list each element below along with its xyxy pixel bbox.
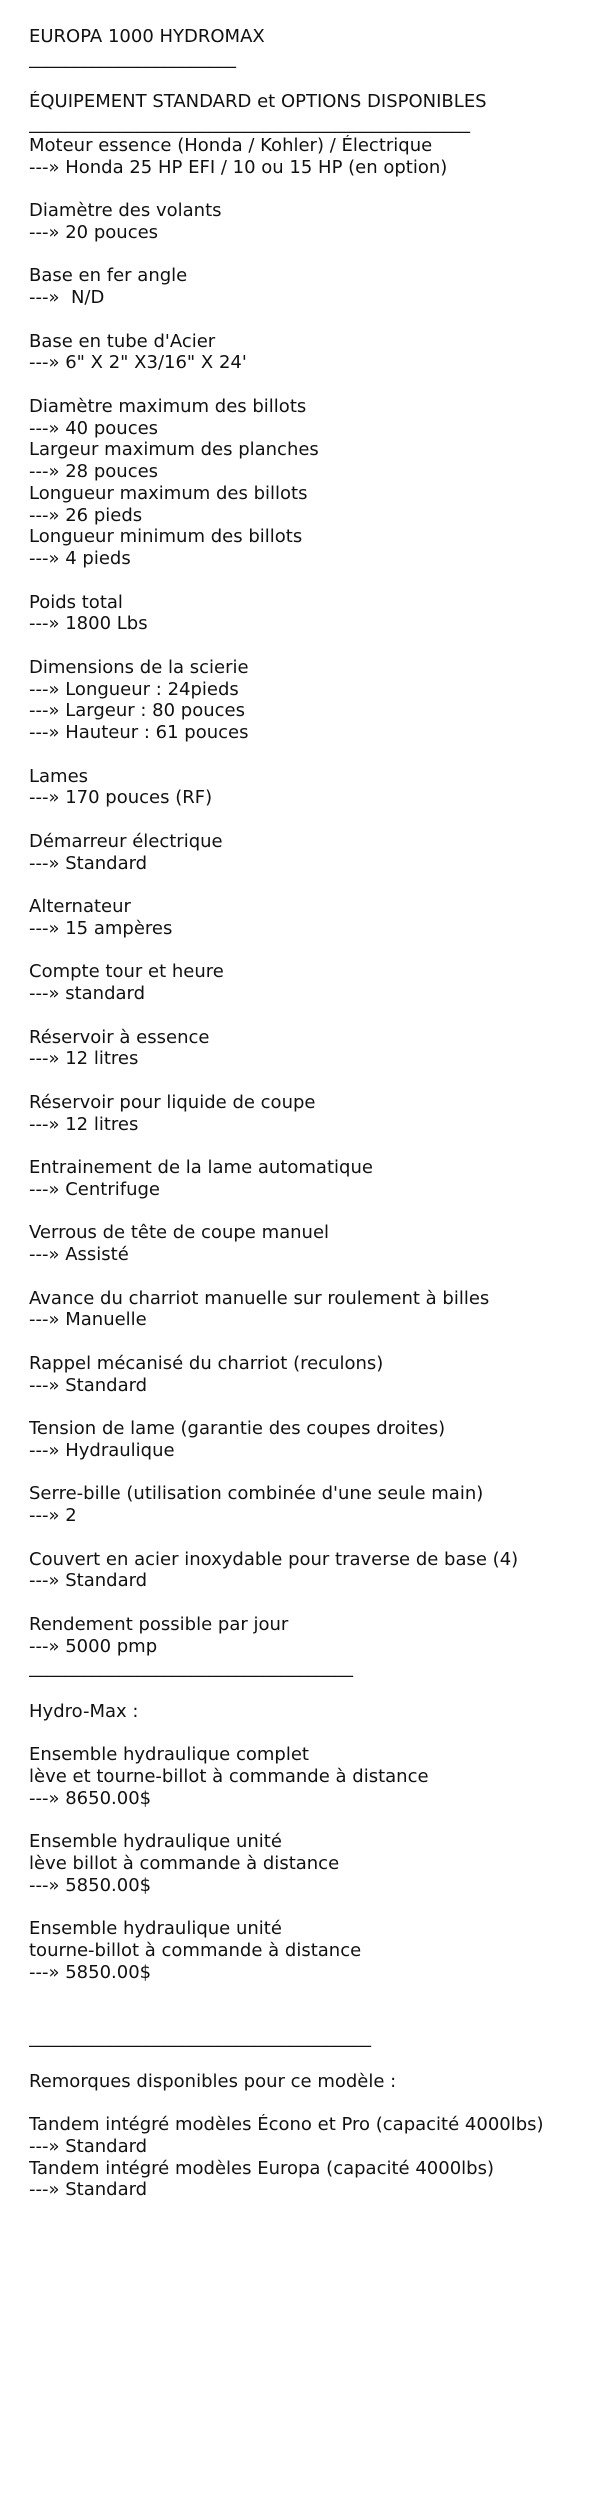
text-line: ---» 5850.00$: [29, 1961, 152, 1983]
text-line: Ensemble hydraulique unité: [29, 1918, 282, 1940]
text-line: [29, 809, 589, 831]
text-line: [29, 1201, 589, 1223]
text-line: [29, 1462, 589, 1484]
text-line: lève billot à commande à distance: [29, 1853, 340, 1874]
text-line: ---» 170 pouces (RF): [29, 787, 213, 809]
text-line: Serre-bille (utilisation combinée d'une seule main): [29, 1483, 484, 1505]
text-line: Poids total: [29, 591, 123, 613]
spec-document: [29, 26, 589, 2201]
text-line: Largeur maximum des planches: [29, 439, 319, 461]
text-line: Réservoir pour liquide de coupe: [29, 1091, 316, 1113]
text-line: ---» Assisté: [29, 1244, 129, 1265]
text-line: ---» Centrifuge: [29, 1178, 160, 1200]
text-line: Tension de lame (garantie des coupes droites): [29, 1418, 446, 1439]
text-line: ---» Hydraulique: [29, 1439, 175, 1461]
text-line: Avance du charriot manuelle sur roulement à billes: [29, 1287, 490, 1309]
text-line: EUROPA 1000 HYDROMAX: [29, 26, 265, 47]
text-line: [29, 2049, 589, 2071]
text-line: ---» 2: [29, 1505, 77, 1526]
text-line: ---» Longueur : 24pieds: [29, 678, 239, 700]
text-line: tourne-billot à commande à distance: [29, 1940, 362, 1961]
text-line: [29, 1984, 589, 2006]
text-line: ---» 4 pieds: [29, 548, 131, 569]
text-line: ---» 6" X 2" X3/16" X 24': [29, 352, 247, 374]
text-line: [29, 244, 589, 266]
text-line: ---» 20 pouces: [29, 221, 159, 243]
text-line: Diamètre maximum des billots: [29, 395, 307, 417]
text-line: Dimensions de la scierie: [29, 656, 249, 678]
text-line: _________________________________________________: [29, 113, 470, 134]
text-line: [29, 744, 589, 766]
text-line: [29, 1266, 589, 1288]
text-line: Couvert en acier inoxydable pour traverse de base (4): [29, 1548, 519, 1570]
text-line: [29, 1005, 589, 1027]
text-line: ____________________________________: [29, 1657, 353, 1679]
text-line: ---» 5850.00$: [29, 1874, 152, 1896]
text-line: ---» Standard: [29, 852, 148, 874]
text-line: [29, 309, 589, 331]
text-line: ---» 5000 pmp: [29, 1635, 158, 1657]
text-line: ---» 12 litres: [29, 1048, 139, 1070]
text-line: ______________________________________: [29, 2027, 371, 2048]
text-line: Démarreur électrique: [29, 830, 223, 852]
text-line: lève et tourne-billot à commande à distance: [29, 1766, 429, 1787]
text-line: Lames: [29, 765, 89, 787]
text-line: [29, 1070, 589, 1092]
text-line: [29, 1135, 589, 1157]
text-line: Ensemble hydraulique unité: [29, 1831, 282, 1853]
text-line: ---» Standard: [29, 2135, 148, 2157]
text-line: [29, 570, 589, 592]
text-line: [29, 1810, 589, 1832]
text-line: ---» Standard: [29, 1374, 148, 1396]
text-line: Entrainement de la lame automatique: [29, 1157, 373, 1178]
text-line: ---» Standard: [29, 1570, 148, 1592]
text-line: Verrous de tête de coupe manuel: [29, 1222, 330, 1244]
text-line: Diamètre des volants: [29, 200, 222, 221]
text-line: ---» 26 pieds: [29, 504, 143, 526]
text-line: [29, 178, 589, 200]
text-line: Rendement possible par jour: [29, 1613, 289, 1635]
text-line: Base en tube d'Acier: [29, 330, 216, 352]
text-line: [29, 1679, 589, 1701]
text-line: ÉQUIPEMENT STANDARD et OPTIONS DISPONIBLES: [29, 91, 487, 113]
text-line: Tandem intégré modèles Écono et Pro (capacité 4000lbs): [29, 2114, 544, 2135]
text-line: [29, 635, 589, 657]
text-line: Remorques disponibles pour ce modèle :: [29, 2070, 397, 2092]
text-line: [29, 1331, 589, 1353]
text-line: [29, 2092, 589, 2114]
text-line: ---» 8650.00$: [29, 1787, 152, 1809]
text-line: Longueur minimum des billots: [29, 526, 303, 548]
text-line: Alternateur: [29, 896, 131, 917]
text-line: ---» 15 ampères: [29, 917, 173, 939]
text-line: [29, 1592, 589, 1614]
text-line: Hydro-Max :: [29, 1700, 139, 1722]
text-line: [29, 940, 589, 962]
text-line: ---» Largeur : 80 pouces: [29, 700, 245, 722]
text-line: ---» Manuelle: [29, 1309, 147, 1331]
text-line: [29, 70, 589, 92]
text-line: [29, 874, 589, 896]
text-line: ---» N/D: [29, 287, 105, 308]
text-line: ---» standard: [29, 983, 146, 1004]
text-line: Réservoir à essence: [29, 1026, 210, 1048]
text-line: [29, 2005, 589, 2027]
text-line: [29, 1897, 589, 1919]
text-line: Compte tour et heure: [29, 961, 224, 983]
text-line: Base en fer angle: [29, 265, 188, 287]
text-line: [29, 1527, 589, 1549]
text-line: ---» Standard: [29, 2179, 148, 2201]
text-line: ---» 40 pouces: [29, 417, 159, 439]
text-line: Tandem intégré modèles Europa (capacité 4000lbs): [29, 2157, 494, 2179]
text-line: [29, 374, 589, 396]
text-line: ---» Hauteur : 61 pouces: [29, 722, 249, 743]
text-line: _______________________: [29, 47, 236, 69]
text-line: Ensemble hydraulique complet: [29, 1744, 309, 1766]
text-line: Moteur essence (Honda / Kohler) / Électrique: [29, 134, 433, 156]
text-line: [29, 1396, 589, 1418]
text-line: [29, 1723, 589, 1745]
text-line: ---» Honda 25 HP EFI / 10 ou 15 HP (en option): [29, 156, 448, 178]
text-line: Longueur maximum des billots: [29, 482, 308, 504]
text-line: ---» 28 pouces: [29, 461, 159, 482]
text-line: Rappel mécanisé du charriot (reculons): [29, 1352, 384, 1374]
text-line: ---» 1800 Lbs: [29, 613, 148, 635]
text-line: ---» 12 litres: [29, 1113, 139, 1135]
